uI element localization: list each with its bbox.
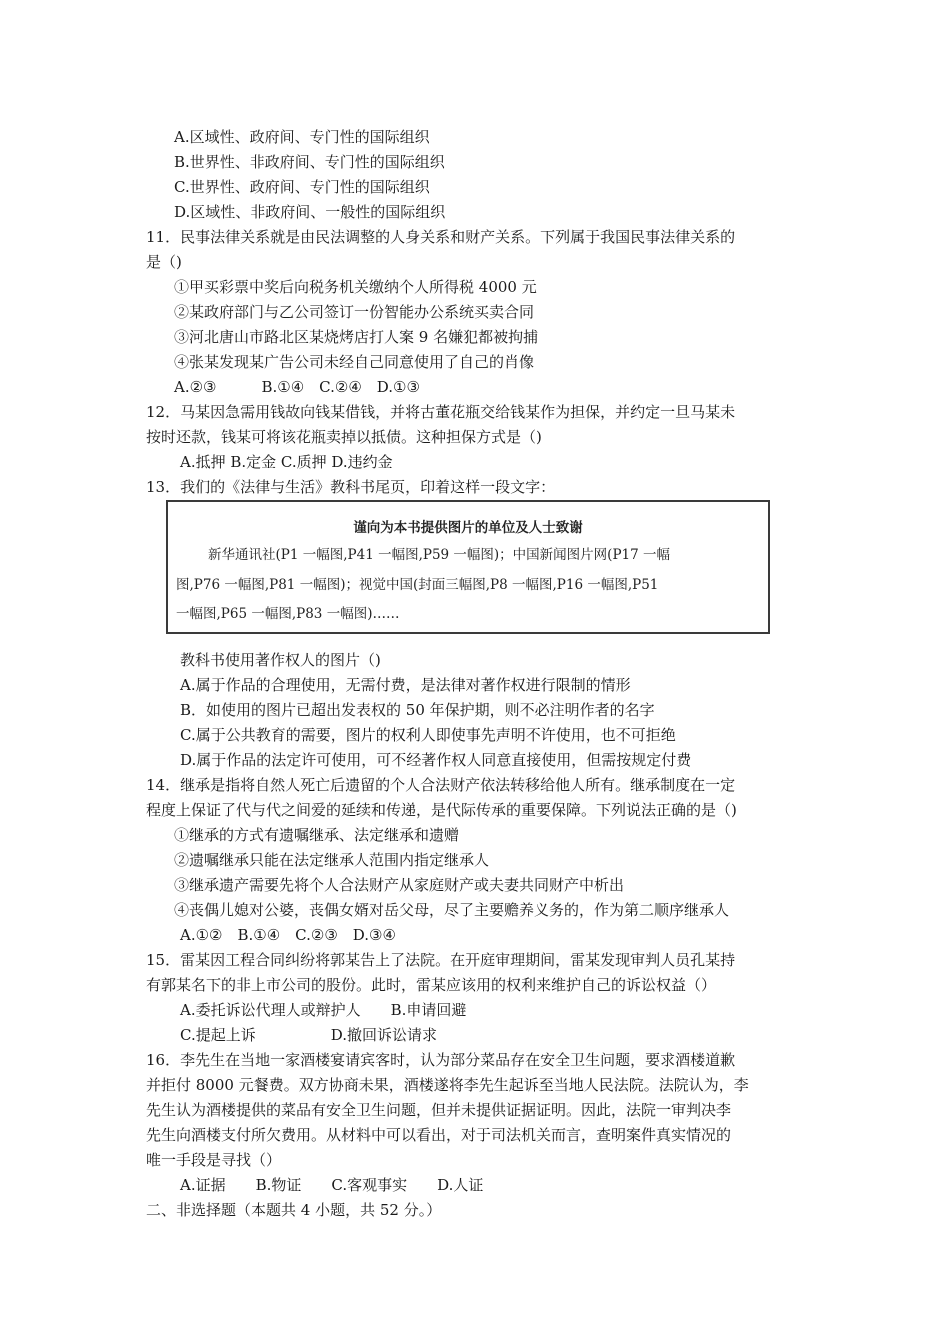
q11-item-3: ③河北唐山市路北区某烧烤店打人案 9 名嫌犯都被拘捕 (174, 328, 539, 346)
q16-line3: 先生认为酒楼提供的菜品有安全卫生问题，但并未提供证据证明。因此，法院一审判决李 (146, 1101, 732, 1119)
q12-options: A.抵押 B.定金 C.质押 D.违约金 (180, 453, 393, 471)
q11-options: A.②③ B.①④ C.②④ D.①③ (174, 378, 420, 396)
figure-title: 谨向为本书提供图片的单位及人士致谢 (353, 520, 583, 536)
q14-item-1: ①继承的方式有遗嘱继承、法定继承和遗赠 (174, 826, 460, 844)
q13-acknowledgement-figure (166, 500, 770, 634)
figure-line-3: 一幅图,P65 一幅图,P83 一幅图)…… (176, 606, 400, 622)
q12-stem-line2: 按时还款，钱某可将该花瓶卖掉以抵债。这种担保方式是（) (146, 428, 542, 446)
q13-option-a: A.属于作品的合理使用，无需付费，是法律对著作权进行限制的情形 (180, 676, 631, 694)
q16-options: A.证据 B.物证 C.客观事实 D.人证 (180, 1176, 484, 1194)
q10-option-a: A.区域性、政府间、专门性的国际组织 (174, 128, 430, 146)
q14-stem-line1: 14．继承是指将自然人死亡后遗留的个人合法财产依法转移给他人所有。继承制度在一定 (146, 776, 736, 794)
q13-option-d: D.属于作品的法定许可使用，可不经著作权人同意直接使用，但需按规定付费 (180, 751, 692, 769)
figure-line-1: 新华通讯社(P1 一幅图,P41 一幅图,P59 一幅图)；中国新闻图片网(P17 一幅 (208, 547, 671, 563)
q11-stem-line1: 11．民事法律关系就是由民法调整的人身关系和财产关系。下列属于我国民事法律关系的 (146, 228, 736, 246)
q14-stem-line2: 程度上保证了代与代之间爱的延续和传递，是代际传承的重要保障。下列说法正确的是（) (146, 801, 737, 819)
q16-line1: 16．李先生在当地一家酒楼宴请宾客时，认为部分菜品存在安全卫生问题，要求酒楼道歉 (146, 1051, 736, 1069)
q14-options: A.①② B.①④ C.②③ D.③④ (180, 926, 396, 944)
q15-options-row2: C.提起上诉 D.撤回诉讼请求 (180, 1026, 437, 1044)
q13-question: 教科书使用著作权人的图片（) (180, 651, 381, 669)
q15-stem-line1: 15．雷某因工程合同纠纷将郭某告上了法院。在开庭审理期间，雷某发现审判人员孔某持 (146, 951, 736, 969)
q10-option-d: D.区域性、非政府间、一般性的国际组织 (174, 203, 446, 221)
q14-item-4: ④丧偶儿媳对公婆，丧偶女婿对岳父母，尽了主要赡养义务的，作为第二顺序继承人 (174, 901, 730, 919)
q10-option-b: B.世界性、非政府间、专门性的国际组织 (174, 153, 445, 171)
q16-line4: 先生向酒楼支付所欠费用。从材料中可以看出，对于司法机关而言，查明案件真实情况的 (146, 1126, 732, 1144)
figure-line-2: 图,P76 一幅图,P81 一幅图)；视觉中国(封面三幅图,P8 一幅图,P16 一幅图,P51 (176, 577, 659, 593)
q11-item-4: ④张某发现某广告公司未经自己同意使用了自己的肖像 (174, 353, 535, 371)
q11-stem-line2: 是（) (146, 253, 182, 271)
q16-line5: 唯一手段是寻找（） (146, 1151, 282, 1169)
q14-item-2: ②遗嘱继承只能在法定继承人范围内指定继承人 (174, 851, 490, 869)
q12-stem-line1: 12．马某因急需用钱故向钱某借钱，并将古董花瓶交给钱某作为担保，并约定一旦马某未 (146, 403, 736, 421)
q15-options-row1: A.委托诉讼代理人或辩护人 B.申请回避 (180, 1001, 467, 1019)
q13-option-c: C.属于公共教育的需要，图片的权利人即使事先声明不许使用，也不可拒绝 (180, 726, 676, 744)
section-2-heading: 二、非选择题（本题共 4 小题，共 52 分。） (146, 1201, 442, 1219)
q13-option-b: B．如使用的图片已超出发表权的 50 年保护期，则不必注明作者的名字 (180, 701, 655, 719)
q13-stem: 13．我们的《法律与生活》教科书尾页，印着这样一段文字： (146, 478, 556, 496)
q14-item-3: ③继承遗产需要先将个人合法财产从家庭财产或夫妻共同财产中析出 (174, 876, 625, 894)
q15-stem-line2: 有郭某名下的非上市公司的股份。此时，雷某应该用的权利来维护自己的诉讼权益（） (146, 976, 717, 994)
q16-line2: 并拒付 8000 元餐费。双方协商未果，酒楼遂将李先生起诉至当地人民法院。法院认为，李 (146, 1076, 749, 1094)
q11-item-2: ②某政府部门与乙公司签订一份智能办公系统买卖合同 (174, 303, 535, 321)
q11-item-1: ①甲买彩票中奖后向税务机关缴纳个人所得税 4000 元 (174, 278, 537, 296)
q10-option-c: C.世界性、政府间、专门性的国际组织 (174, 178, 430, 196)
